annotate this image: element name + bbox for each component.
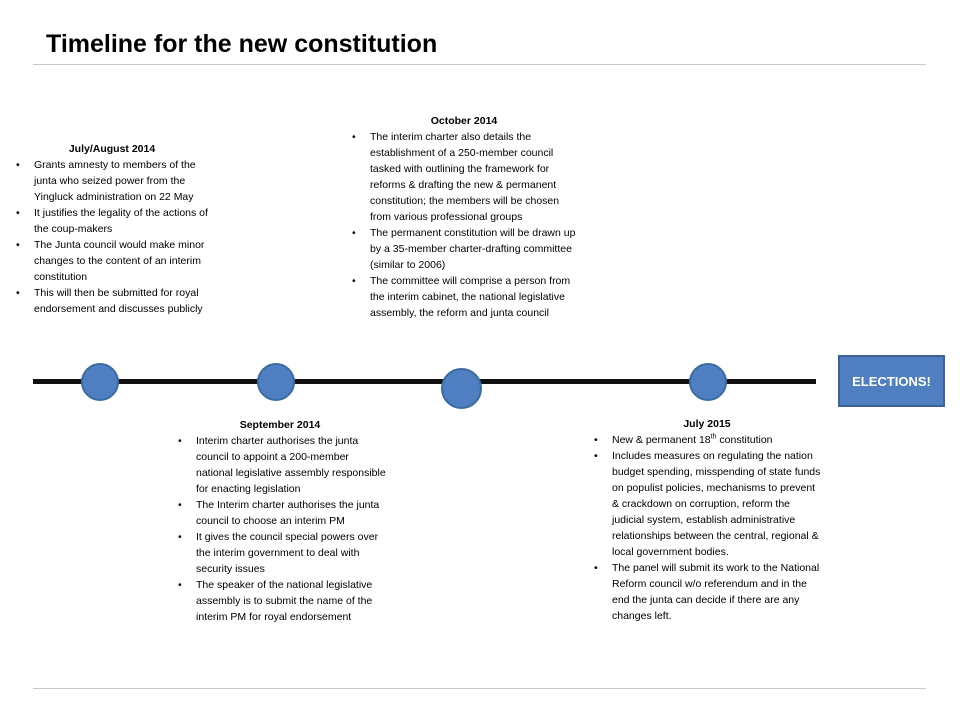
milestone-bullets [348,129,580,321]
bullet-item: • Interim charter authorises the junta council to appoint a 200-member national legislative assembly responsible for enacting legislation [174,433,386,497]
milestone-node-jul-aug-2014 [81,363,119,401]
bullet-item: • The speaker of the national legislative assembly is to submit the name of the interim PM for royal endorsement [174,577,386,625]
bullet-item: • The committee will comprise a person from the interim cabinet, the national legislative assembly, the reform and junta council [348,273,580,321]
milestone-jul-aug-2014 [12,141,212,317]
milestone-node-sep-2014 [257,363,295,401]
bullet-item: • The Interim charter authorises the junta council to choose an interim PM [174,497,386,529]
milestone-heading: July 2015 [683,418,731,430]
milestone-bullets [590,432,824,624]
footer-divider [33,688,926,689]
elections-box: ELECTIONS! [838,355,945,407]
bullet-item: • It justifies the legality of the actions of the coup-makers [12,205,212,237]
bullet-item: • Grants amnesty to members of the junta who seized power from the Yingluck administration on 22 May [12,157,212,205]
title-divider [33,64,926,65]
milestone-node-oct-2014 [441,368,482,409]
milestone-heading: October 2014 [430,115,498,127]
bullet-item: • The permanent constitution will be drawn up by a 35-member charter-drafting committee (similar to 2006) [348,225,580,273]
bullet-item: • The panel will submit its work to the National Reform council w/o referendum and in the end the junta can decide if there are any changes left. [590,560,824,624]
bullet-text: constitution [716,434,773,446]
bullet-item: • The Junta council would make minor changes to the content of an interim constitution [12,237,212,285]
bullet-item: • This will then be submitted for royal endorsement and discusses publicly [12,285,212,317]
milestone-oct-2014 [348,113,580,321]
milestone-heading: September 2014 [239,419,321,431]
milestone-heading: July/August 2014 [68,143,156,155]
bullet-item: • The interim charter also details the establishment of a 250-member council tasked with outlining the framework for reforms & drafting the new & permanent constitution; the members will be chosen from various professional groups [348,129,580,225]
ordinal-suffix: th [710,433,717,441]
milestone-sep-2014 [174,417,386,625]
bullet-item [590,432,824,448]
bullet-item: • It gives the council special powers over the interim government to deal with security issues [174,529,386,577]
milestone-node-jul-2015 [689,363,727,401]
bullet-item: • Includes measures on regulating the nation budget spending, misspending of state funds on populist policies, mechanisms to prevent & crackdown on corruption, reform the judicial system, establish administrative relationships between the central, regional & local government bodies. [590,448,824,560]
bullet-text: New & permanent 18 [612,434,711,446]
milestone-jul-2015 [590,416,824,624]
milestone-bullets [174,433,386,625]
milestone-bullets [12,157,212,317]
page-title: Timeline for the new constitution [46,30,438,58]
